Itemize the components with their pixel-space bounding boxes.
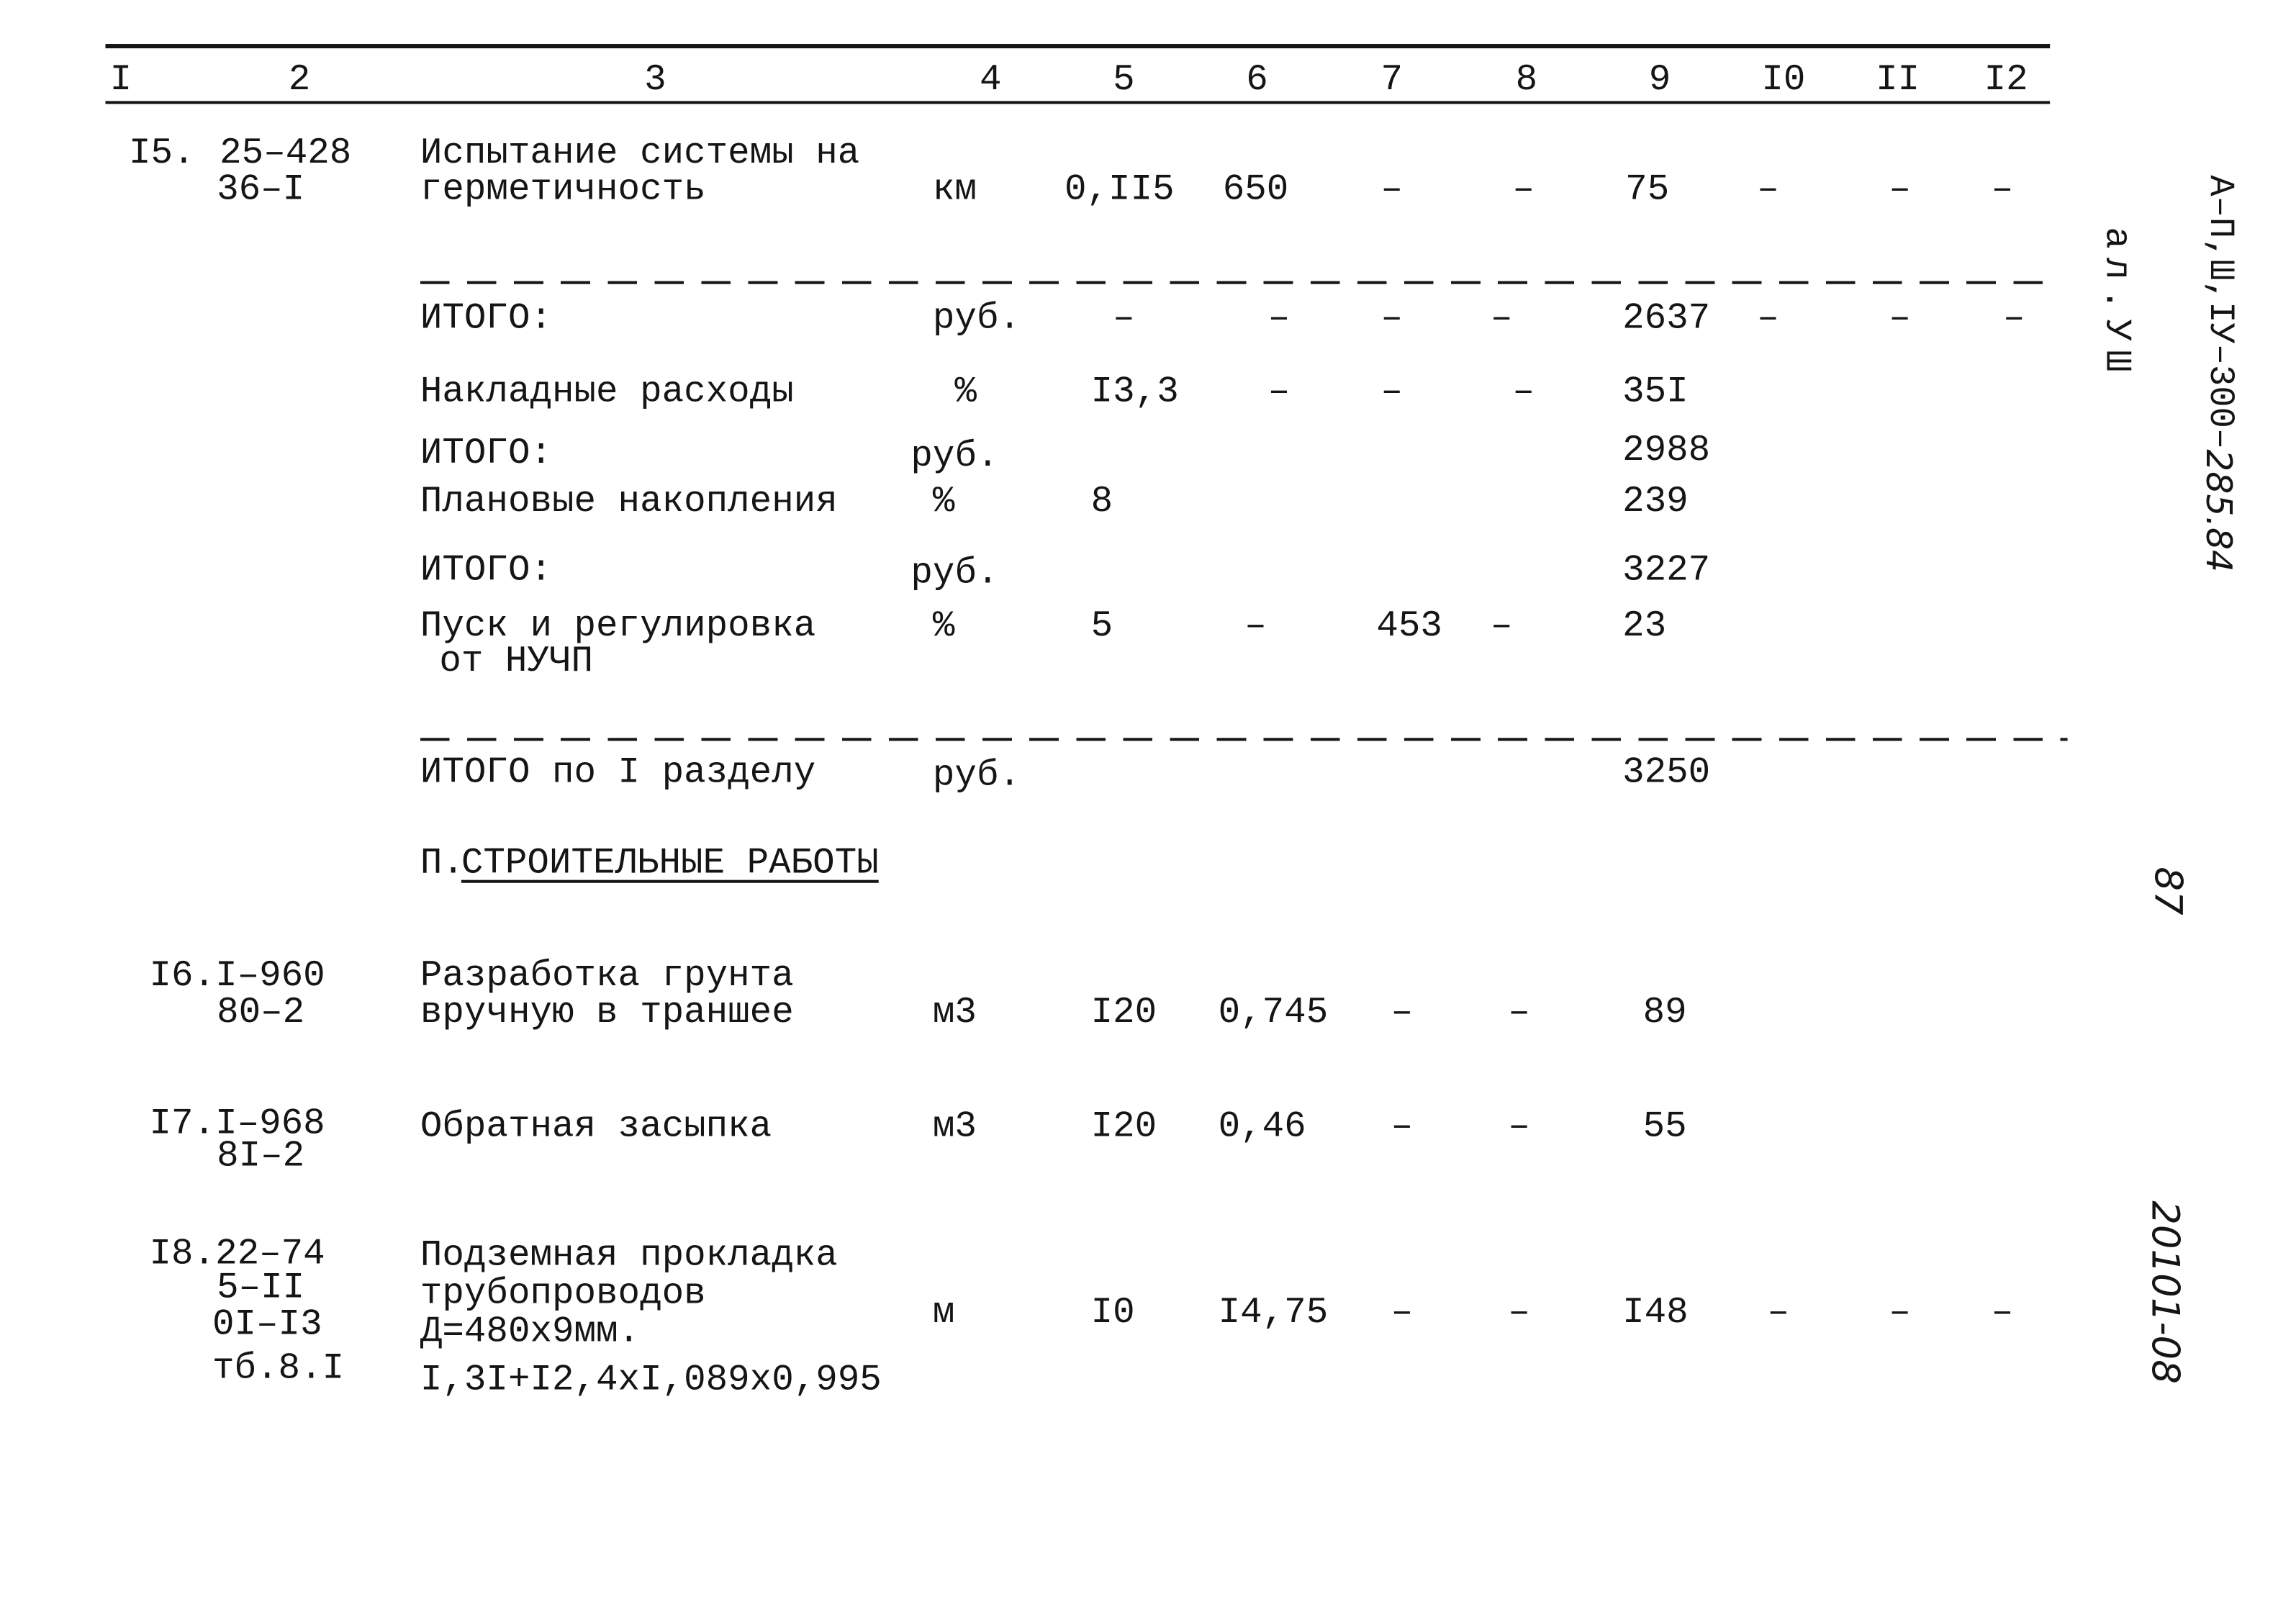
- row-15-name-line2: герметичность: [420, 168, 706, 211]
- row-18-code-line2: 5–II: [217, 1266, 305, 1309]
- row-18-name-line2: трубопроводов: [420, 1272, 706, 1315]
- total-1-col10: –: [1757, 297, 1779, 340]
- row-15-unit: км: [932, 168, 977, 211]
- row-15-col6: 650: [1222, 168, 1289, 211]
- row-15-code: 25–428: [220, 132, 352, 175]
- row-15-col8: –: [1512, 168, 1535, 211]
- row-16-col7: –: [1391, 991, 1414, 1034]
- header-col-3: 3: [644, 58, 666, 101]
- row-18-unit: м: [932, 1291, 955, 1334]
- row-16-col5: I20: [1090, 991, 1157, 1034]
- header-col-12: I2: [1984, 58, 2028, 101]
- header-col-7: 7: [1380, 58, 1403, 101]
- total-2-col9: 2988: [1622, 429, 1711, 472]
- planned-unit: %: [932, 480, 955, 523]
- row-18-col6: I4,75: [1218, 1291, 1329, 1334]
- row-17-code-line2: 8I–2: [217, 1134, 305, 1177]
- overhead-col5: I3,3: [1090, 370, 1179, 413]
- section-heading-prefix: П.: [420, 841, 464, 885]
- header-col-9: 9: [1648, 58, 1671, 101]
- section-heading: СТРОИТЕЛЬНЫЕ РАБОТЫ: [461, 841, 879, 885]
- header-rule: [105, 101, 2050, 104]
- row-15-col12: –: [1991, 168, 2014, 211]
- margin-document-code-suffix: 285.84: [2197, 449, 2239, 573]
- overhead-col6: –: [1267, 370, 1291, 413]
- total-3-col9: 3227: [1622, 548, 1711, 592]
- row-17-col9: 55: [1642, 1105, 1687, 1148]
- header-col-1: I: [109, 58, 132, 101]
- row-16-col8: –: [1508, 991, 1530, 1034]
- row-18-col8: –: [1508, 1291, 1530, 1334]
- header-col-4: 4: [980, 58, 1002, 101]
- top-rule: [105, 44, 2050, 48]
- row-16-name-line2: вручную в траншее: [420, 991, 794, 1034]
- total-1-col6: –: [1267, 297, 1291, 340]
- total-1-col8: –: [1491, 297, 1513, 340]
- header-col-10: I0: [1761, 58, 1806, 101]
- overhead-col9: 35I: [1622, 370, 1689, 413]
- startup-col6: –: [1244, 605, 1267, 648]
- section-total-label: ИТОГО по I разделу: [420, 751, 816, 794]
- row-17-unit: м3: [932, 1105, 977, 1148]
- header-col-11: II: [1876, 58, 1920, 101]
- row-15-col9: 75: [1625, 168, 1670, 211]
- startup-label: Пуск и регулировка: [420, 605, 816, 648]
- startup-label-line2: от НУЧП: [439, 640, 593, 683]
- overhead-label: Накладные расходы: [420, 370, 794, 413]
- overhead-col7: –: [1380, 370, 1403, 413]
- row-18-code-line4: тб.8.I: [212, 1347, 345, 1390]
- row-15-col5: 0,II5: [1065, 168, 1175, 211]
- row-16-col9: 89: [1642, 991, 1687, 1034]
- row-18-col10: –: [1767, 1291, 1790, 1334]
- dashed-separator: [420, 738, 2068, 741]
- startup-col5: 5: [1090, 605, 1113, 648]
- row-18-code: I8.22–74: [149, 1232, 325, 1275]
- row-18-col9: I48: [1622, 1291, 1689, 1334]
- startup-col7: 453: [1376, 605, 1442, 648]
- total-1-col9: 2637: [1622, 297, 1711, 340]
- section-total-col9: 3250: [1622, 751, 1711, 794]
- startup-col8: –: [1491, 605, 1513, 648]
- header-col-8: 8: [1515, 58, 1538, 101]
- margin-page-number: 87: [2145, 867, 2189, 915]
- row-16-code: I6.I–960: [149, 954, 325, 998]
- total-1-unit: руб.: [932, 297, 1021, 340]
- planned-label: Плановые накопления: [420, 480, 838, 523]
- header-col-5: 5: [1113, 58, 1135, 101]
- row-16-code-line2: 80–2: [217, 991, 305, 1034]
- total-1-label: ИТОГО:: [420, 297, 553, 340]
- row-18-col5: I0: [1090, 1291, 1135, 1334]
- total-2-label: ИТОГО:: [420, 432, 553, 475]
- planned-col5: 8: [1090, 480, 1113, 523]
- row-17-col7: –: [1391, 1105, 1414, 1148]
- row-15-name: Испытание системы на: [420, 132, 860, 175]
- section-total-unit: руб.: [932, 754, 1021, 797]
- row-15-number: I5.: [129, 132, 195, 175]
- margin-album-label: ал.УШ: [2095, 227, 2138, 381]
- startup-unit: %: [932, 605, 955, 648]
- header-col-6: 6: [1246, 58, 1268, 101]
- row-17-name: Обратная засыпка: [420, 1105, 772, 1148]
- row-18-name-line3: Д=480x9мм.: [420, 1310, 641, 1353]
- row-15-col11: –: [1889, 168, 1911, 211]
- row-18-col12: –: [1991, 1291, 2014, 1334]
- total-1-col7: –: [1380, 297, 1403, 340]
- row-17-col8: –: [1508, 1105, 1530, 1148]
- startup-col9: 23: [1622, 605, 1667, 648]
- row-17-code: I7.I–968: [149, 1102, 325, 1145]
- row-15-col7: –: [1380, 168, 1403, 211]
- overhead-col8: –: [1512, 370, 1535, 413]
- dashed-separator: [420, 281, 2050, 284]
- row-17-col6: 0,46: [1218, 1105, 1306, 1148]
- row-18-col7: –: [1391, 1291, 1414, 1334]
- row-18-col11: –: [1889, 1291, 1911, 1334]
- row-18-code-line3: 0I–I3: [212, 1303, 322, 1346]
- row-16-col6: 0,745: [1218, 991, 1329, 1034]
- total-1-col12: –: [2003, 297, 2025, 340]
- row-18-name: Подземная прокладка: [420, 1234, 838, 1277]
- row-17-col5: I20: [1090, 1105, 1157, 1148]
- total-1-col5: –: [1113, 297, 1135, 340]
- row-16-name: Разработка грунта: [420, 954, 794, 998]
- row-16-unit: м3: [932, 991, 977, 1034]
- total-3-unit: руб.: [910, 551, 999, 594]
- row-15-code-line2: 36–I: [217, 168, 305, 211]
- row-15-col10: –: [1757, 168, 1779, 211]
- planned-col9: 239: [1622, 480, 1689, 523]
- overhead-unit: %: [954, 370, 977, 413]
- margin-doc-number: 20101-08: [2142, 1200, 2187, 1384]
- margin-document-code: [2157, 91, 2280, 572]
- header-col-2: 2: [288, 58, 311, 101]
- row-18-formula: I,3I+I2,4xI,089x0,995: [420, 1358, 882, 1401]
- margin-document-code-prefix: А–П,Ш,IУ–300–: [2199, 175, 2239, 450]
- total-2-unit: руб.: [910, 435, 999, 478]
- total-1-col11: –: [1889, 297, 1911, 340]
- total-3-label: ИТОГО:: [420, 548, 553, 592]
